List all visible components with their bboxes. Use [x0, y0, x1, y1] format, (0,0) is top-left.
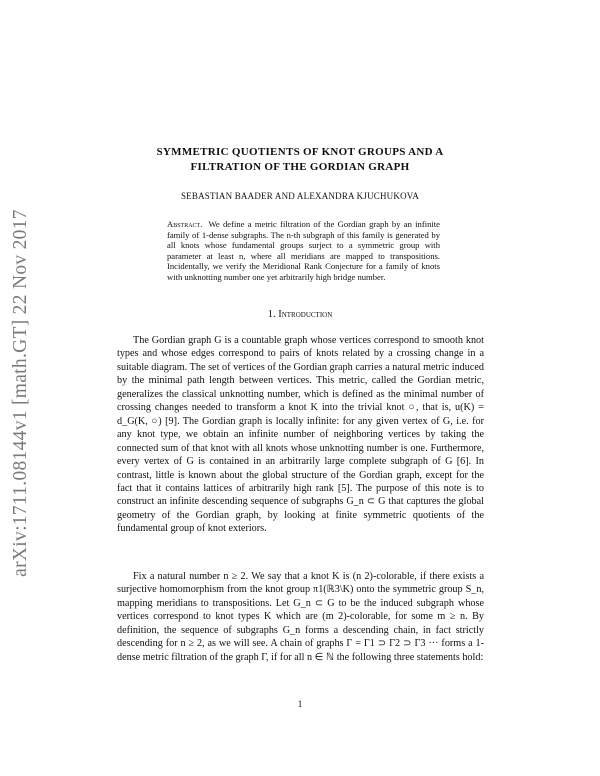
- arxiv-stamp-text: arXiv:1711.08144v1 [math.GT] 22 Nov 2017: [10, 209, 31, 577]
- body-paragraph-2: Fix a natural number n ≥ 2. We say that a knot K is (n 2)-colorable, if there exists a surjective homomorphism from the knot group π1(ℝ3\K) onto the symmetric group S_n, mapping meridians to transpositions. Let G_n ⊂ G to be the induced subgraph whose vertices correspond to knot types K which are (m 2)-colorable, for some m ≥ n. By definition, the sequence of subgraphs G_n forms a descending chain, in fact strictly descending for n ≥ 2, as we will see. A chain of graphs Γ = Γ1 ⊃ Γ2 ⊃ Γ3 ··· forms a 1-dense metric filtration of the graph Γ, if for all n ∈ ℕ the following three statements hold:: [117, 571, 484, 663]
- abstract-text: We define a metric filtration of the Gordian graph by an infinite family of 1-dense subgraphs. The n-th subgraph of this family is generated by all knots whose fundamental groups surject to a symmetric group with parameter at least n, where all meridians are mapped to transpositions. Incidentally, we verify the Meridional Rank Conjecture for a family of knots with unknotting number one yet arbitrarily high bridge number.: [167, 219, 440, 282]
- body-paragraph-1: The Gordian graph G is a countable graph whose vertices correspond to smooth knot types and whose edges correspond to pairs of knots related by a crossing change in a suitable diagram. The set of vertices of the Gordian graph carries a natural metric induced by the minimal path length between vertices. This metric, called the Gordian metric, generalizes the classical unknotting number, which is defined as the minimal number of crossing changes needed to transform a knot K into the trivial knot ○, that is, u(K) = d_G(K, ○) [9]. The Gordian graph is locally infinite: for any given vertex of G, i.e. for any knot type, we obtain an infinite number of neighboring vertices by taking the connected sum of that knot with all knots whose unknotting number is one. Furthermore, every vertex of G is contained in an arbitrarily large complete subgraph of G [6]. In contrast, little is known about the global structure of the Gordian graph, except for the fact that it contains lattices of arbitrarily high rank [5]. The purpose of this note is to construct an infinite descending sequence of subgraphs G_n ⊂ G that captures the global geometry of the Gordian graph, by looking at finite symmetric quotients of the fundamental group of knot exteriors.: [117, 335, 484, 535]
- section-heading: [120, 309, 480, 320]
- paper-title: SYMMETRIC QUOTIENTS OF KNOT GROUPS AND A FILTRATION OF THE GORDIAN GRAPH: [156, 146, 444, 173]
- paper-authors: SEBASTIAN BAADER AND ALEXANDRA KJUCHUKOVA: [180, 191, 420, 201]
- abstract: [167, 219, 440, 283]
- page-number: 1: [297, 700, 303, 710]
- section-title: Introduction: [278, 309, 333, 320]
- section-number: 1.: [267, 309, 276, 320]
- arxiv-stamp: [8, 183, 34, 603]
- abstract-label: Abstract.: [167, 219, 203, 229]
